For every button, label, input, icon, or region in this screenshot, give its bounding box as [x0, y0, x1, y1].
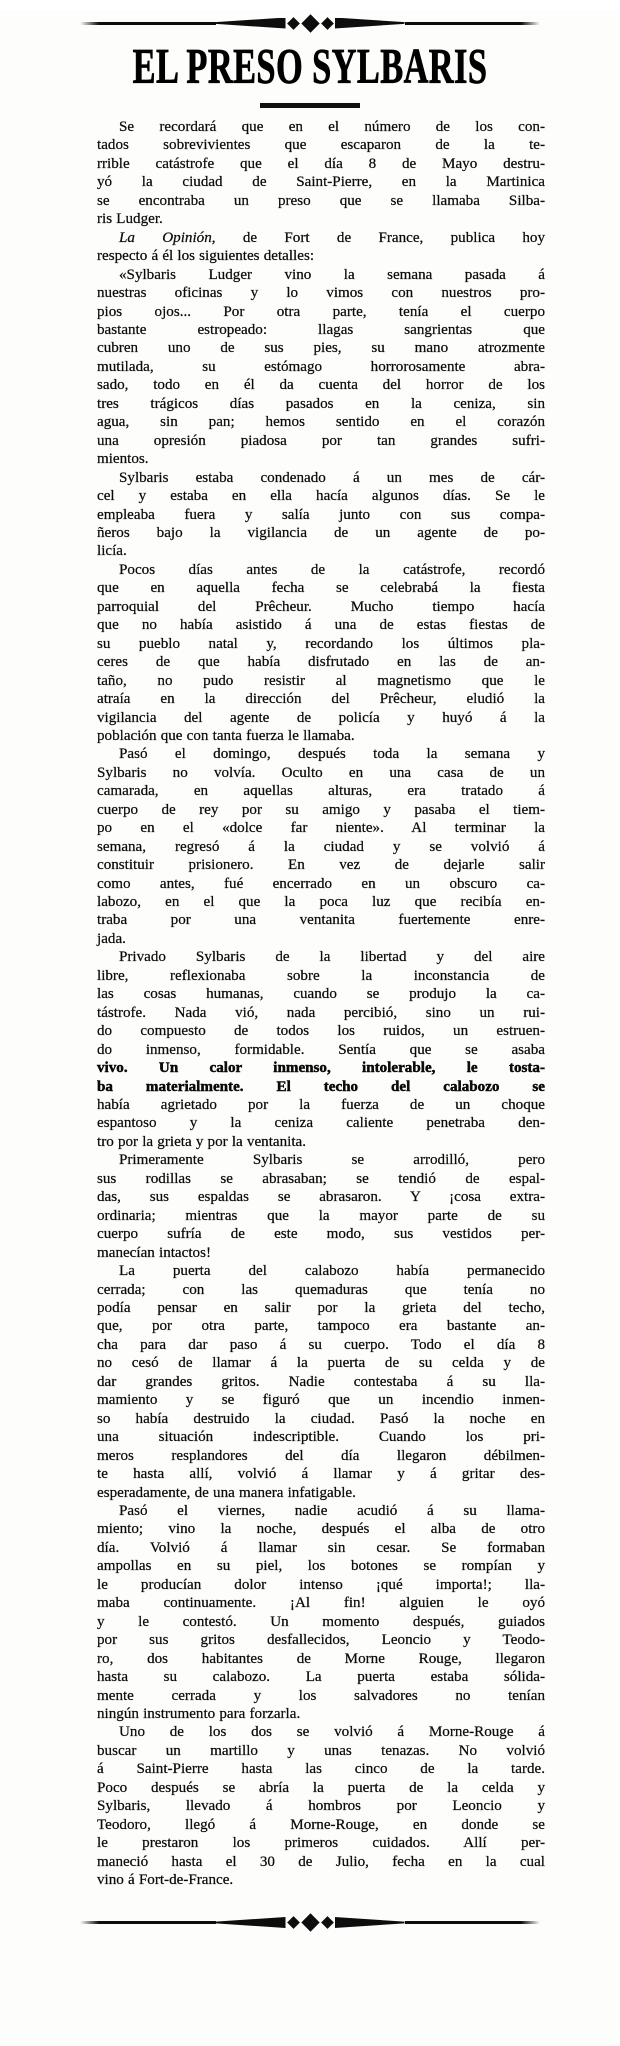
text-line: que, por otra parte, tampoco era bastante an- [97, 1318, 545, 1335]
text-line: cha para dar paso á su cuerpo. Todo el día 8 [97, 1336, 545, 1353]
text-line: licía. [97, 543, 127, 560]
paragraph-8 [75, 1151, 545, 1262]
text-line: cuerpo de rey por su amigo y pasaba el tiem- [97, 801, 545, 818]
paragraph-11 [75, 1723, 545, 1889]
text-line: ordinaria; mientras que la mayor parte de su [97, 1207, 545, 1224]
rule-hairline-right [405, 22, 541, 25]
text-line: jada. [97, 930, 126, 947]
text-line: que no había asistido á una de estas fiestas de [97, 617, 545, 634]
text-line: Primeramente Sylbaris se arrodilló, pero [119, 1152, 545, 1169]
text-line: esperadamente, de una manera infatigable. [97, 1484, 356, 1501]
text-line: respecto á él los siguientes detalles: [97, 248, 315, 265]
text-line: las cosas humanas, cuando se produjo la ca- [97, 986, 545, 1003]
text-line: hasta su calabozo. La puerta estaba sólida- [97, 1669, 545, 1686]
paragraph-9 [75, 1262, 545, 1502]
paragraph-5 [75, 561, 545, 746]
paragraph-2 [75, 229, 545, 266]
text-line: ro, dos habitantes de Morne Rouge, llegaron [97, 1650, 545, 1667]
diamond-icon [301, 14, 319, 32]
rule-taper-left [216, 1917, 286, 1928]
text-line: una situación indescriptible. Cuando los pri- [97, 1429, 545, 1446]
paragraph-4 [75, 469, 545, 561]
text-line: tres trágicos días pasados en la ceniza, sin [97, 395, 545, 412]
headline-divider-rule [260, 103, 360, 108]
newspaper-clipping-page [0, 10, 620, 2046]
text-line: taño, no pudo resistir al magnetismo que le [97, 672, 545, 689]
text-line: día. Volvió á llamar sin cesar. Se formaban [97, 1539, 545, 1556]
text-line: cel y estaba en ella hacía algunos días. Se le [97, 488, 545, 505]
ornament-rule-top [80, 10, 540, 36]
diamond-icon [321, 17, 334, 30]
text-line: dar grandes gritos. Nadie contestaba á su lla- [97, 1373, 545, 1390]
rule-taper-left [216, 18, 286, 29]
text-line: Poco después se abría la puerta de la celda y [97, 1779, 545, 1796]
text-line: espantoso y la ceniza caliente penetraba den- [97, 1115, 545, 1132]
text-line: su pueblo natal y, recordando los últimos pla- [97, 635, 545, 652]
text-line: bastante estropeado: llagas sangrientas que [97, 321, 545, 338]
text-line-emphasis: vivo. Un calor inmenso, intolerable, le tosta- [97, 1060, 545, 1077]
text-line: agua, sin pan; hemos sentido en el corazón [97, 414, 545, 431]
text-line: que en aquella fecha se celebrabá la fiesta [97, 580, 545, 597]
rule-taper-right [335, 18, 405, 29]
article-headline: EL PRESO SYLBARIS [132, 39, 488, 95]
text-line: nuestras oficinas y lo vimos con nuestros pro- [97, 285, 545, 302]
text-line: ceres de que había disfrutado en las de an- [97, 654, 545, 671]
text-line: población que con tanta fuerza le llamaba. [97, 727, 355, 744]
text-line: Sylbaris no volvía. Oculto en una casa de un [97, 764, 545, 781]
text-line: por sus gritos desfallecidos, Leoncio y Teodo- [97, 1632, 545, 1649]
text-line: Privado Sylbaris de la libertad y del aire [119, 949, 545, 966]
text-line: po en el «dolce far niente». Al terminar la [97, 820, 545, 837]
text-line: meros resplandores del día llegaron débilmen- [97, 1447, 545, 1464]
publication-name: La Opinión [119, 229, 212, 246]
article-body [75, 118, 545, 1890]
text-line: Teodoro, llegó á Morne-Rouge, en donde se [97, 1816, 545, 1833]
text-line: tástrofe. Nada vió, nada percibió, sino un rui- [97, 1004, 545, 1021]
text-line: sus rodillas se abrasaban; se tendió de espal- [97, 1170, 545, 1187]
text-line: La puerta del calabozo había permanecido [119, 1263, 545, 1280]
text-line: podía pensar en salir por la grieta del techo, [97, 1300, 545, 1316]
text-line: buscar un martillo y unas tenazas. No volvió [97, 1742, 545, 1759]
text-line: á Saint-Pierre hasta las cinco de la tarde. [97, 1761, 545, 1778]
ornament-rule-bottom [80, 1910, 540, 1936]
text-line: empleaba fuera y salía junto con sus compa- [97, 506, 545, 523]
text-line: cerrada; con las quemaduras que tenía no [97, 1281, 545, 1298]
text-line: , de Fort de France, publica hoy [211, 229, 546, 246]
text-line: rrible catástrofe que el día 8 de Mayo destru- [97, 155, 545, 172]
text-line: pios ojos... Por otra parte, tenía el cuerpo [97, 303, 545, 320]
text-line: ampollas en su piel, los botones se rompían y [97, 1558, 545, 1575]
text-line: ningún instrumento para forzarla. [97, 1705, 301, 1722]
bottom-spacer [0, 1890, 620, 1902]
text-line: do inmenso, formidable. Sentía que se asaba [97, 1041, 545, 1058]
text-line: traba por una ventanita fuertemente enre- [97, 912, 545, 929]
text-line: labozo, en el que la poca luz que recibía en- [97, 894, 545, 911]
text-line: mamiento y se figuró que un incendio inmen- [97, 1392, 545, 1409]
text-line: tro por la grieta y por la ventanita. [97, 1133, 307, 1150]
text-line: maba continuamente. ¡Al fin! alguien le oyó [97, 1595, 545, 1612]
text-line: maneció hasta el 30 de Julio, fecha en la cual [97, 1853, 545, 1870]
rule-hairline-left [80, 1921, 216, 1924]
text-line: le prestaron los primeros cuidados. Allí per- [97, 1835, 545, 1852]
paragraph-7 [75, 948, 545, 1151]
text-line: Pocos días antes de la catástrofe, recordó [119, 561, 545, 578]
text-line: Sylbaris, llevado á hombros por Leoncio y [97, 1798, 545, 1815]
text-line: miento; vino la noche, después el alba de otro [97, 1521, 545, 1538]
text-line: atraía en la dirección del Prêcheur, eludió la [97, 691, 545, 708]
paragraph-6 [75, 745, 545, 948]
diamond-icon [287, 1916, 300, 1929]
text-line: cubren uno de sus pies, su mano atrozmente [97, 340, 545, 357]
text-line: sado, todo en él da cuenta del horror de los [97, 377, 545, 394]
text-line: yó la ciudad de Saint-Pierre, en la Martinica [97, 174, 545, 191]
paragraph-1 [75, 118, 545, 229]
text-line: se encontraba un preso que se llamaba Silba- [97, 192, 545, 209]
text-line: semana, regresó á la ciudad y se volvió á [97, 838, 545, 855]
text-line: do compuesto de todos los ruidos, un estruen- [97, 1023, 545, 1040]
text-line: cuerpo sufría de este modo, sus vestidos per- [97, 1226, 545, 1243]
rule-hairline-left [80, 22, 216, 25]
text-line: una opresión piadosa por tan grandes sufri- [97, 432, 545, 449]
diamond-icon [287, 17, 300, 30]
text-line: como antes, fué encerrado en un obscuro ca- [97, 875, 545, 892]
text-line: Sylbaris estaba condenado á un mes de cár- [119, 469, 545, 486]
rule-taper-right [335, 1917, 405, 1928]
text-line: «Sylbaris Ludger vino la semana pasada á [119, 266, 545, 283]
text-line: vigilancia del agente de policía y huyó á la [97, 709, 545, 726]
text-line: Pasó el domingo, después toda la semana y [119, 746, 545, 763]
text-line-emphasis: ba materialmente. El techo del calabozo se [97, 1078, 545, 1095]
diamond-icon [321, 1916, 334, 1929]
text-line: mente cerrada y los salvadores no tenían [97, 1687, 545, 1704]
text-line: so había destruido la ciudad. Pasó la noche en [97, 1410, 545, 1427]
text-line: ñeros bajo la vigilancia de un agente de po- [97, 524, 545, 541]
text-line: das, sus espaldas se abrasaron. Y ¡cosa extra- [97, 1189, 545, 1206]
rule-hairline-right [405, 1921, 541, 1924]
text-line: mutilada, su estómago horrorosamente abra- [97, 358, 545, 375]
text-line: parroquial del Prêcheur. Mucho tiempo hacía [97, 598, 545, 615]
text-line: ris Ludger. [97, 211, 163, 228]
diamond-icon [301, 1913, 319, 1931]
text-line: constituir prisionero. En vez de dejarle salir [97, 857, 545, 874]
text-line: te hasta allí, volvió á llamar y á gritar des- [97, 1466, 545, 1483]
text-line: libre, reflexionaba sobre la inconstancia de [97, 967, 545, 984]
text-line: no cesó de llamar á la puerta de su celda y de [97, 1355, 545, 1372]
text-line: tados sobrevivientes que escaparon de la te- [97, 137, 545, 154]
text-line: vino á Fort-de-France. [97, 1872, 234, 1889]
paragraph-3 [75, 266, 545, 469]
text-line: manecían intactos! [97, 1244, 211, 1261]
text-line: había agrietado por la fuerza de un choque [97, 1097, 545, 1114]
text-line: Uno de los dos se volvió á Morne-Rouge á [119, 1724, 545, 1741]
paragraph-10 [75, 1502, 545, 1723]
text-line: Pasó el viernes, nadie acudió á su llama- [119, 1502, 545, 1519]
text-line-with-italic [75, 229, 545, 247]
text-line: le producían dolor intenso ¡qué importa!; lla- [97, 1576, 545, 1593]
text-line: Se recordará que en el número de los con- [119, 119, 545, 135]
text-line: camarada, en aquellas alturas, era tratado á [97, 783, 545, 800]
text-line: y le contestó. Un momento después, guiados [97, 1613, 545, 1630]
text-line: mientos. [97, 451, 149, 468]
